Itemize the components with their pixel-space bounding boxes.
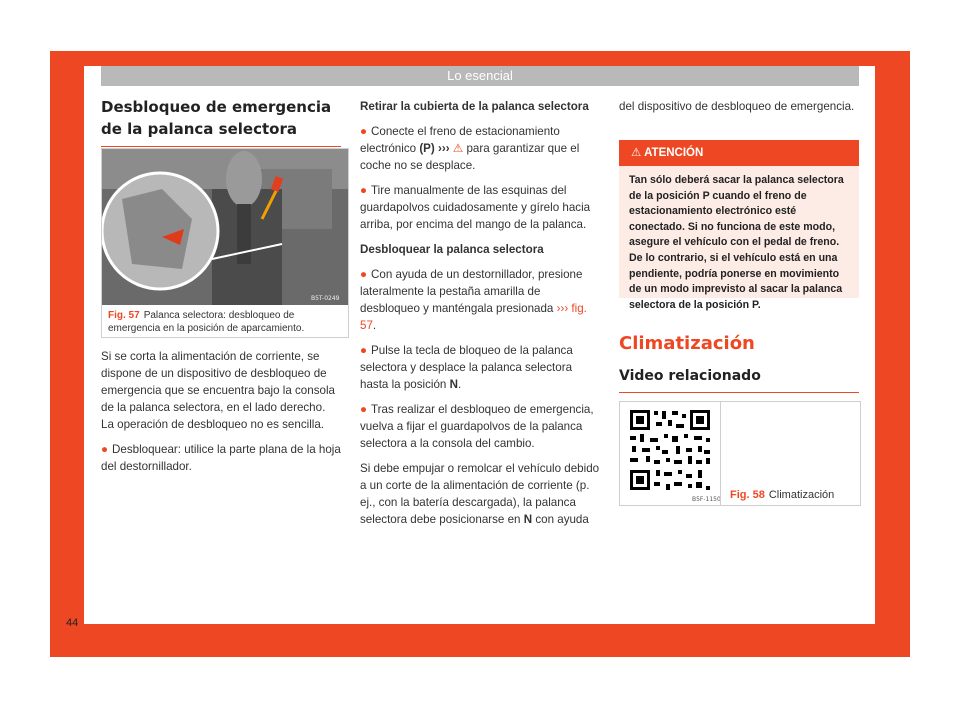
warning-body: Tan sólo deberá sacar la palanca selectora de la posición P cuando el freno de estacionamiento electrónico esté conectado. Si no funciona de este modo, asegure el vehículo con el pedal de freno. De lo contrario, si el vehículo está en una pendiente, podría ponerse en movimiento de un modo imprevisto al sacar la palanca selectora de la posición P. bbox=[629, 174, 844, 311]
list-item bbox=[360, 342, 602, 393]
section-heading: Desbloqueo de emergencia de la palanca selectora bbox=[101, 96, 341, 147]
list-item-text: Con ayuda de un destornillador, presione lateralmente la pestaña amarilla de desbloqueo y manténgala presionada bbox=[360, 268, 583, 315]
figure-caption-text: Palanca selectora: desbloqueo de emergencia en la posición de aparcamiento. bbox=[108, 310, 305, 334]
column-1-text bbox=[101, 348, 341, 483]
subheading: Desbloquear la palanca selectora bbox=[360, 243, 544, 256]
column-1 bbox=[101, 96, 341, 147]
figure-58 bbox=[619, 401, 861, 506]
qr-code-panel[interactable] bbox=[620, 402, 721, 505]
list-item-text: Tras realizar el desbloqueo de emergencia, vuelva a fijar el guardapolvos de la palanca selectora a la consola del cambio. bbox=[360, 403, 594, 450]
warning-title: ATENCIÓN bbox=[644, 147, 704, 159]
figure-code: B5T-0249 bbox=[311, 295, 340, 302]
position-label: N bbox=[449, 378, 458, 391]
bullet-icon: ● bbox=[101, 443, 109, 456]
bullet-icon: ● bbox=[360, 344, 368, 357]
list-item bbox=[360, 123, 602, 174]
list-item-text: . bbox=[457, 378, 462, 391]
warning-box bbox=[619, 140, 859, 311]
figure-caption-text: Climatización bbox=[768, 489, 835, 501]
list-item bbox=[360, 401, 602, 452]
selector-lever-illustration bbox=[102, 149, 348, 305]
figure-57 bbox=[101, 148, 349, 338]
position-label: N bbox=[523, 513, 533, 526]
warning-header bbox=[619, 140, 859, 166]
qr-code-icon bbox=[620, 402, 720, 505]
column-3 bbox=[619, 98, 859, 123]
list-item-text: Conecte el freno de estacionamiento electrónico bbox=[360, 125, 560, 155]
list-item-text: . bbox=[372, 319, 377, 332]
warning-icon: ⚠ bbox=[631, 147, 642, 159]
list-item bbox=[360, 266, 602, 334]
paragraph-text: Si debe empujar o remolcar el vehículo debido a un corte de la alimentación de corriente (p. ej., con la batería descargada), la palanca selectora debe posicionarse en bbox=[360, 462, 600, 526]
chapter-heading: Climatización bbox=[619, 333, 755, 354]
page-number: 44 bbox=[66, 617, 79, 629]
selector-lever-photo bbox=[102, 149, 348, 305]
paragraph: del dispositivo de desbloqueo de emergencia. bbox=[619, 100, 855, 113]
subheading: Retirar la cubierta de la palanca selectora bbox=[360, 100, 589, 113]
list-item bbox=[101, 441, 341, 475]
reference-arrows: ››› bbox=[438, 142, 450, 155]
column-2 bbox=[360, 98, 602, 536]
video-heading: Video relacionado bbox=[619, 368, 859, 393]
figure-number: Fig. 58 bbox=[730, 489, 765, 501]
figure-caption bbox=[108, 309, 344, 335]
list-item-text: Desbloquear: utilice la parte plana de la hoja del destornillador. bbox=[101, 443, 341, 473]
list-item bbox=[360, 182, 602, 233]
bullet-icon: ● bbox=[360, 268, 368, 281]
bullet-icon: ● bbox=[360, 403, 368, 416]
parking-brake-icon: (P) bbox=[419, 142, 435, 155]
figure-caption bbox=[730, 489, 858, 502]
figure-code: B5F-1150 bbox=[692, 496, 720, 503]
running-header: Lo esencial bbox=[101, 66, 859, 86]
figure-number: Fig. 57 bbox=[108, 310, 140, 321]
list-item-text: para garantizar que el coche no se desplace. bbox=[360, 142, 580, 172]
list-item-text: Tire manualmente de las esquinas del guardapolvos cuidadosamente y gírelo hacia arriba, por encima del mango de la palanca. bbox=[360, 184, 591, 231]
bullet-icon: ● bbox=[360, 125, 368, 138]
warning-icon: ⚠ bbox=[452, 142, 464, 155]
paragraph-text: con ayuda bbox=[535, 513, 589, 526]
list-item-text: Pulse la tecla de bloqueo de la palanca selectora y desplace la palanca selectora hasta la posición bbox=[360, 344, 573, 391]
bullet-icon: ● bbox=[360, 184, 368, 197]
paragraph bbox=[360, 460, 602, 528]
paragraph: Si se corta la alimentación de corriente, se dispone de un dispositivo de desbloqueo de emergencia que se encuentra bajo la consola de la palanca selectora, en el lado derecho. La operación de desbloqueo no es sencilla. bbox=[101, 350, 335, 431]
figure-reference-link[interactable]: ››› fig. 57 bbox=[360, 302, 587, 332]
